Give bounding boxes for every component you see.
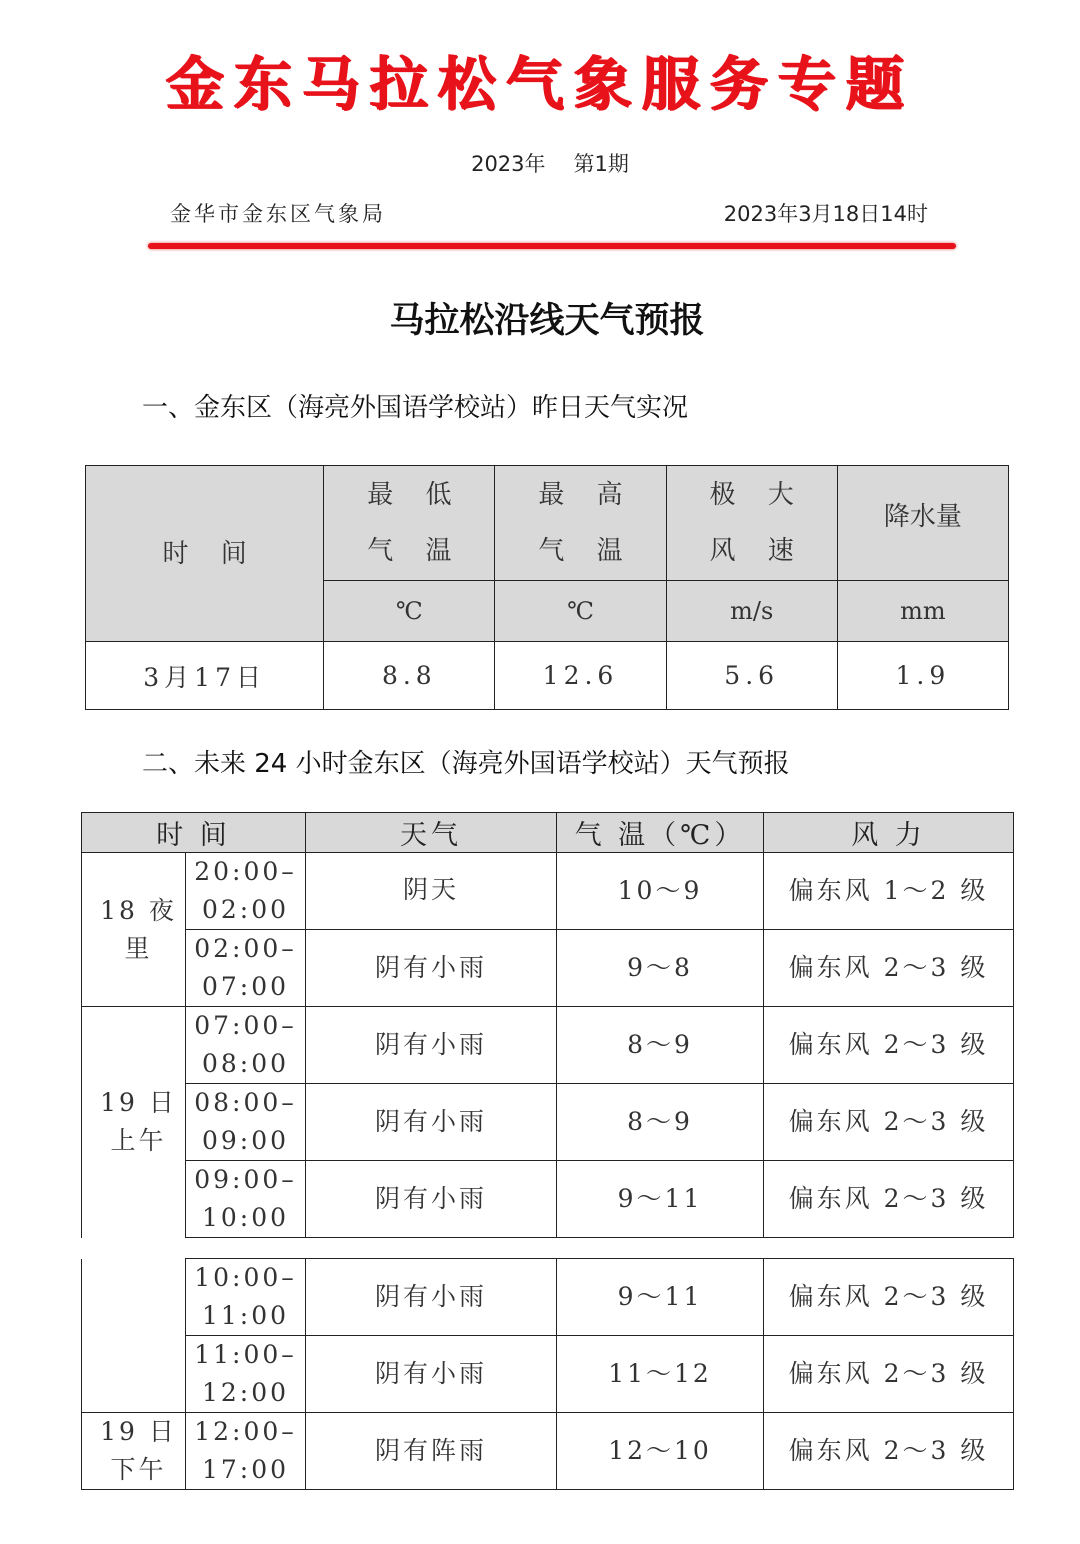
time-slot: 11:00– 12:00 <box>186 1336 306 1413</box>
time-slot: 07:00– 08:00 <box>186 1007 306 1084</box>
header-time: 时 间 <box>86 466 324 642</box>
weather-cell: 阴有小雨 <box>306 1084 557 1161</box>
issue-number: 第1期 <box>573 152 629 176</box>
temp-cell: 8～9 <box>557 1007 764 1084</box>
temp-cell: 9～11 <box>557 1259 764 1336</box>
temp-cell: 11～12 <box>557 1336 764 1413</box>
header-min-temp: 最 低 气 温 <box>324 466 495 581</box>
issue-line <box>0 148 1080 180</box>
obs-min-temp: 8.8 <box>324 642 495 710</box>
unit-min-temp: ℃ <box>324 581 495 642</box>
weather-cell: 阴有小雨 <box>306 1161 557 1238</box>
time-slot: 09:00– 10:00 <box>186 1161 306 1238</box>
temp-cell: 12～10 <box>557 1413 764 1490</box>
observation-table <box>85 465 1009 710</box>
temp-cell: 8～9 <box>557 1084 764 1161</box>
forecast-table-continued <box>81 1258 1014 1490</box>
wind-cell: 偏东风 2～3 级 <box>764 1161 1014 1238</box>
header-max-temp: 最 高 气 温 <box>495 466 666 581</box>
temp-cell: 10～9 <box>557 853 764 930</box>
period-label: 19 日 上午 <box>82 1007 186 1238</box>
weather-cell: 阴有小雨 <box>306 1259 557 1336</box>
weather-cell: 阴天 <box>306 853 557 930</box>
time-slot: 08:00– 09:00 <box>186 1084 306 1161</box>
temp-cell: 9～11 <box>557 1161 764 1238</box>
section-2-heading: 二、未来 24 小时金东区（海亮外国语学校站）天气预报 <box>142 749 790 779</box>
obs-max-wind: 5.6 <box>666 642 837 710</box>
period-label-continued <box>82 1259 186 1413</box>
header-precip: 降水量 <box>837 466 1008 581</box>
document-title: 马拉松沿线天气预报 <box>389 300 705 341</box>
weather-cell: 阴有小雨 <box>306 1007 557 1084</box>
time-slot: 12:00– 17:00 <box>186 1413 306 1490</box>
weather-cell: 阴有阵雨 <box>306 1413 557 1490</box>
issued-time: 2023年3月18日14时 <box>723 202 928 226</box>
wind-cell: 偏东风 2～3 级 <box>764 1259 1014 1336</box>
forecast-table <box>81 812 1014 1238</box>
weather-cell: 阴有小雨 <box>306 930 557 1007</box>
issuing-agency: 金华市金东区气象局 <box>170 202 386 226</box>
time-slot: 02:00– 07:00 <box>186 930 306 1007</box>
issue-year: 2023年 <box>471 152 546 176</box>
section-1-heading: 一、金东区（海亮外国语学校站）昨日天气实况 <box>142 393 689 423</box>
obs-max-temp: 12.6 <box>495 642 666 710</box>
forecast-header-weather: 天气 <box>306 813 557 853</box>
time-slot: 20:00– 02:00 <box>186 853 306 930</box>
unit-max-wind: m/s <box>666 581 837 642</box>
wind-cell: 偏东风 2～3 级 <box>764 1413 1014 1490</box>
forecast-header-time: 时 间 <box>82 813 306 853</box>
wind-cell: 偏东风 2～3 级 <box>764 1084 1014 1161</box>
unit-precip: mm <box>837 581 1008 642</box>
obs-precip: 1.9 <box>837 642 1008 710</box>
wind-cell: 偏东风 2～3 级 <box>764 1007 1014 1084</box>
period-label: 19 日 下午 <box>82 1413 186 1490</box>
obs-date: 3月17日 <box>86 642 324 710</box>
unit-max-temp: ℃ <box>495 581 666 642</box>
temp-cell: 9～8 <box>557 930 764 1007</box>
wind-cell: 偏东风 2～3 级 <box>764 1336 1014 1413</box>
wind-cell: 偏东风 1～2 级 <box>764 853 1014 930</box>
masthead-title: 金东马拉松气象服务专题 <box>165 50 914 118</box>
wind-cell: 偏东风 2～3 级 <box>764 930 1014 1007</box>
time-slot: 10:00– 11:00 <box>186 1259 306 1336</box>
forecast-header-temp: 气 温（℃） <box>557 813 764 853</box>
period-label: 18 夜 里 <box>82 853 186 1007</box>
header-divider <box>148 243 956 249</box>
weather-cell: 阴有小雨 <box>306 1336 557 1413</box>
header-max-wind: 极 大 风 速 <box>666 466 837 581</box>
forecast-header-wind: 风 力 <box>764 813 1014 853</box>
